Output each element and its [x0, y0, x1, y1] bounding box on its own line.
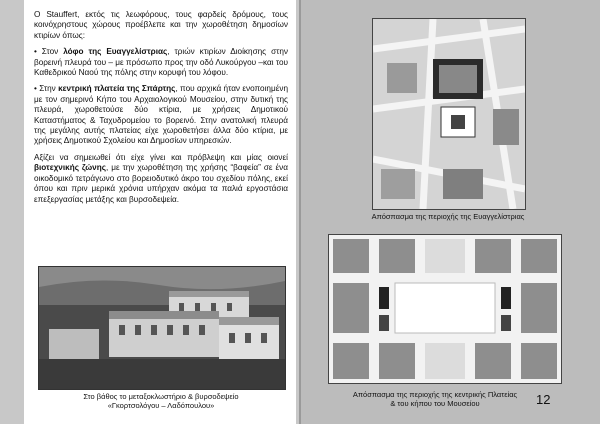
para3-prefix: Αξίζει να σημειωθεί ότι είχε γίνει και πρόβλεψη και μίας οιονεί	[34, 152, 288, 162]
map1-caption: Απόσπασμα της περιοχής της Ευαγγελίστριας	[371, 212, 525, 221]
evangelistria-map-excerpt	[372, 18, 526, 210]
bullet-evangelistria	[34, 47, 288, 78]
photo-caption-line1: Στο βάθος το μεταξοκλωστήριο & βυρσοδεψείο	[83, 392, 239, 401]
page-gutter	[299, 0, 301, 424]
page-number: 12	[536, 392, 551, 407]
bullet2-rest: , που αρχικά ήταν ενοποιημένη με τον σημερινό Κήπο του Αρχαιολογικού Μουσείου, στην δυτική της πλευρά, χωροθετούσε δύο κτίρια, με χρήσεις Δημοτικού Καταστήματος & Ταχυδρομείου το βορεινό. Στην ανατολική πλευρά της μεγάλης αυτής πλατείας είχε χωροθετήσει άλλα δύο κτίρια, με χρήσεις Δημοτικού Σχολείου και Δημοσίων υπηρεσιών.	[34, 84, 289, 146]
map2-caption-line2: & του κήπου του Μουσείου	[390, 399, 480, 408]
central-square-map-excerpt	[328, 234, 562, 384]
bullet2-bold: κεντρική πλατεία της Σπάρτης	[58, 84, 176, 94]
bullet1-rest: , τριών κτιρίων Διοίκησης στην βορεινή πλευρά του – με πρόσωπο προς την οδό Λυκούργου –και του Καθεδρικού Ναού της πόλης στην κορυφή του λόφου.	[34, 47, 288, 78]
bullet1-bold: λόφο της Ευαγγελίστριας	[63, 47, 168, 57]
photo-illustration	[39, 267, 285, 389]
map2-caption-line1: Απόσπασμα της περιοχής της κεντρικής Πλατείας	[352, 390, 518, 399]
photo-caption-line2: «Γκορτσολόγου – Λαδόπουλου»	[107, 401, 215, 410]
paragraph-industrial-zone	[34, 153, 288, 205]
map2-caption	[322, 390, 551, 408]
bullet2-prefix: • Στην	[34, 84, 59, 94]
bullet-central-square	[34, 84, 288, 146]
photo-caption	[34, 392, 288, 410]
bullet1-prefix: • Στον	[34, 47, 64, 57]
left-text-block	[34, 10, 288, 211]
para3-bold: βιοτεχνικής ζώνης	[34, 163, 106, 173]
historic-town-photo	[38, 266, 286, 390]
para3-rest: , με την χωροθέτηση της χρήσης “βαφεία” σε ένα οικοδομικό τετράγωνο στο βορειοδυτικό άκρο του σχεδίου πόλης, εκεί όπου και πριν μερικά χρόνια υπήρχαν ακόμα τα παλιά εργοστάσια επεξεργασίας μετάξης και βυρσοδεψεία.	[34, 163, 288, 204]
map-central-square-illustration	[329, 235, 561, 383]
map-evangelistria-illustration	[373, 19, 525, 209]
paragraph-intro: Ο Stauffert, εκτός τις λεωφόρους, τους φαρδείς δρόμους, τους κοινόχρηστους χώρους προέβλεπε και την χωροθέτηση δημοσίων κτιρίων όπως:	[34, 10, 288, 40]
